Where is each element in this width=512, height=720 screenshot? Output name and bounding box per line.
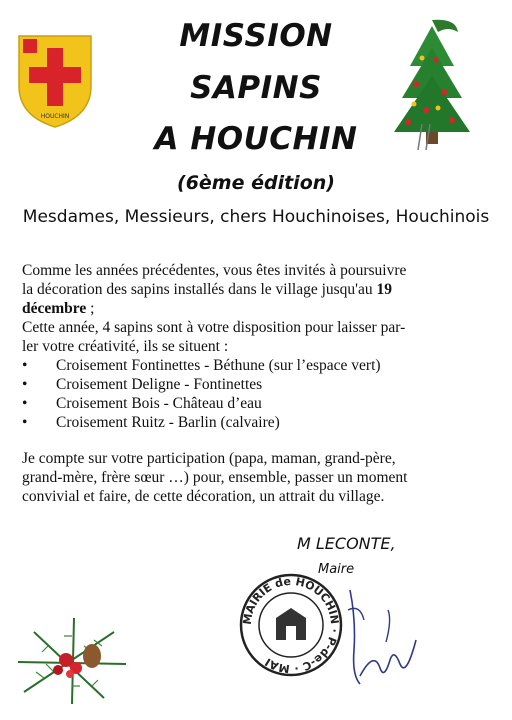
- title-line-2: SAPINS: [190, 70, 322, 106]
- paragraph-participation: [22, 449, 500, 506]
- invitation-line-1: Comme les années précédentes, vous êtes invités à poursuivre: [22, 262, 407, 279]
- edition-subtitle: (6ème édition): [177, 172, 335, 194]
- invitation-line-3: ;: [86, 300, 95, 317]
- list-item: • Croisement Deligne - Fontinettes: [22, 375, 500, 394]
- signatory-name: M LECONTE,: [297, 534, 396, 553]
- invitation-line-2: la décoration des sapins installés dans le village jusqu'au: [22, 281, 373, 298]
- holly-sprig-decoration: [14, 612, 134, 708]
- signatory-role: Maire: [318, 562, 355, 577]
- list-item: • Croisement Ruitz - Barlin (calvaire): [22, 413, 500, 432]
- locations-list: [22, 356, 500, 432]
- locations-intro-line-1: Cette année, 4 sapins sont à votre disposition pour laisser par-: [22, 319, 406, 336]
- end-date-day: 19: [376, 281, 392, 298]
- mayor-handwritten-signature: [330, 580, 430, 690]
- locations-intro-line-2: ler votre créativité, ils se situent :: [22, 338, 229, 355]
- christmas-tree-illustration: [386, 14, 478, 152]
- salutation: Mesdames, Messieurs, chers Houchinoises, Houchinois: [22, 207, 490, 227]
- paragraph-invitation: [22, 261, 500, 432]
- svg-text:MAIRIE de HOUCHIN · P-de-C · M: MAIRIE de HOUCHIN · P-de-C · MAI: [240, 574, 342, 676]
- title-line-3: A HOUCHIN: [154, 121, 358, 157]
- title-line-1: MISSION: [179, 18, 333, 54]
- participation-line-2: grand-mère, frère sœur …) pour, ensemble, passer un moment: [22, 469, 408, 486]
- houchin-crest: [17, 34, 93, 129]
- crest-label: HOUCHIN: [40, 113, 70, 120]
- end-date-month: décembre: [22, 300, 87, 317]
- list-item: • Croisement Fontinettes - Béthune (sur l’espace vert): [22, 356, 500, 375]
- participation-line-3: convivial et faire, de cette décoration, un attrait du village.: [22, 488, 385, 505]
- list-item: • Croisement Bois - Château d’eau: [22, 394, 500, 413]
- participation-line-1: Je compte sur votre participation (papa, maman, grand-père,: [22, 450, 396, 467]
